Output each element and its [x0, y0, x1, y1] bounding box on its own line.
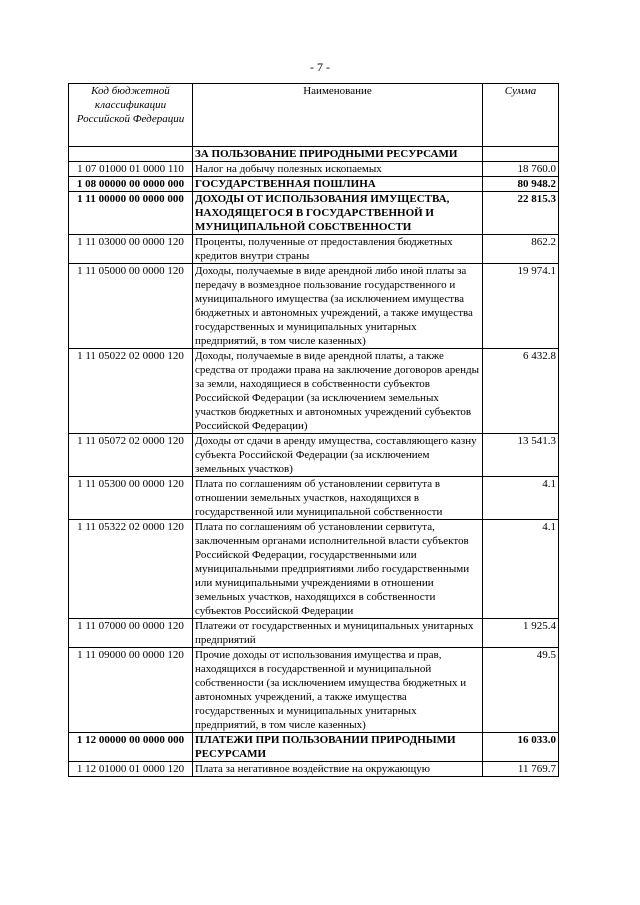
table-row — [69, 434, 559, 477]
table-header-row — [69, 84, 559, 147]
cell-sum: 11 769.7 — [483, 762, 559, 777]
cell-sum: 22 815.3 — [483, 192, 559, 235]
cell-code: 1 12 01000 01 0000 120 — [69, 762, 193, 777]
cell-sum: 1 925.4 — [483, 619, 559, 648]
table-row — [69, 177, 559, 192]
cell-name: ЗА ПОЛЬЗОВАНИЕ ПРИРОДНЫМИ РЕСУРСАМИ — [193, 147, 483, 162]
table-row — [69, 349, 559, 434]
budget-revenue-table — [68, 83, 559, 777]
cell-name: Проценты, полученные от предоставления бюджетных кредитов внутри страны — [193, 235, 483, 264]
cell-code: 1 11 03000 00 0000 120 — [69, 235, 193, 264]
cell-name: Доходы, получаемые в виде арендной либо иной платы за передачу в возмездное пользование государственного и муниципального имущества (за исключением имущества бюджетных и автономных учреждений, а также имущества государственных и муниципальных унитарных предприятий, в том числе казенных) — [193, 264, 483, 349]
table-body — [69, 147, 559, 777]
cell-sum: 16 033.0 — [483, 733, 559, 762]
cell-sum: 13 541.3 — [483, 434, 559, 477]
cell-code: 1 11 07000 00 0000 120 — [69, 619, 193, 648]
table-row — [69, 235, 559, 264]
cell-name: Платежи от государственных и муниципальных унитарных предприятий — [193, 619, 483, 648]
cell-code: 1 11 05000 00 0000 120 — [69, 264, 193, 349]
table-row — [69, 192, 559, 235]
cell-name: ГОСУДАРСТВЕННАЯ ПОШЛИНА — [193, 177, 483, 192]
table-row — [69, 619, 559, 648]
cell-code — [69, 147, 193, 162]
header-code: Код бюджетной классификации Российской Федерации — [69, 84, 193, 147]
cell-name: Налог на добычу полезных ископаемых — [193, 162, 483, 177]
page-number: - 7 - — [310, 60, 330, 74]
table-row — [69, 762, 559, 777]
table-row — [69, 733, 559, 762]
cell-code: 1 11 05300 00 0000 120 — [69, 477, 193, 520]
cell-code: 1 12 00000 00 0000 000 — [69, 733, 193, 762]
cell-sum: 19 974.1 — [483, 264, 559, 349]
cell-code: 1 11 05322 02 0000 120 — [69, 520, 193, 619]
table-row — [69, 648, 559, 733]
cell-name: Прочие доходы от использования имущества и прав, находящихся в государственной и муниципальной собственности (за исключением имущества бюджетных и автономных учреждений, а также имущества государственных и муниципальных унитарных предприятий, в том числе казенных) — [193, 648, 483, 733]
cell-name: Плата за негативное воздействие на окружающую — [193, 762, 483, 777]
cell-code: 1 08 00000 00 0000 000 — [69, 177, 193, 192]
cell-code: 1 07 01000 01 0000 110 — [69, 162, 193, 177]
cell-sum: 18 760.0 — [483, 162, 559, 177]
cell-sum: 4.1 — [483, 477, 559, 520]
cell-sum: 80 948.2 — [483, 177, 559, 192]
cell-code: 1 11 05022 02 0000 120 — [69, 349, 193, 434]
cell-sum: 49.5 — [483, 648, 559, 733]
cell-sum: 862.2 — [483, 235, 559, 264]
header-name: Наименование — [193, 84, 483, 147]
cell-code: 1 11 09000 00 0000 120 — [69, 648, 193, 733]
cell-sum: 6 432.8 — [483, 349, 559, 434]
table-row — [69, 264, 559, 349]
table-row — [69, 520, 559, 619]
cell-name: ПЛАТЕЖИ ПРИ ПОЛЬЗОВАНИИ ПРИРОДНЫМИ РЕСУРСАМИ — [193, 733, 483, 762]
cell-name: Плата по соглашениям об установлении сервитута в отношении земельных участков, находящихся в государственной или муниципальной собственности — [193, 477, 483, 520]
table-row — [69, 147, 559, 162]
cell-code: 1 11 05072 02 0000 120 — [69, 434, 193, 477]
table-row — [69, 162, 559, 177]
table-row — [69, 477, 559, 520]
cell-name: ДОХОДЫ ОТ ИСПОЛЬЗОВАНИЯ ИМУЩЕСТВА, НАХОДЯЩЕГОСЯ В ГОСУДАРСТВЕННОЙ И МУНИЦИПАЛЬНОЙ СОБСТВЕННОСТИ — [193, 192, 483, 235]
header-sum: Сумма — [483, 84, 559, 147]
cell-sum — [483, 147, 559, 162]
cell-name: Доходы от сдачи в аренду имущества, составляющего казну субъекта Российской Федерации (за исключением земельных участков) — [193, 434, 483, 477]
cell-code: 1 11 00000 00 0000 000 — [69, 192, 193, 235]
cell-name: Плата по соглашениям об установлении сервитута, заключенным органами исполнительной власти субъектов Российской Федерации, государственными или муниципальными предприятиями либо государственными или муниципальными учреждениями в отношении земельных участков, находящихся в собственности субъектов Российской Федерации — [193, 520, 483, 619]
cell-sum: 4.1 — [483, 520, 559, 619]
cell-name: Доходы, получаемые в виде арендной платы, а также средства от продажи права на заключение договоров аренды за земли, находящиеся в собственности субъектов Российской Федерации (за исключением земельных участков бюджетных и автономных учреждений субъектов Российской Федерации) — [193, 349, 483, 434]
